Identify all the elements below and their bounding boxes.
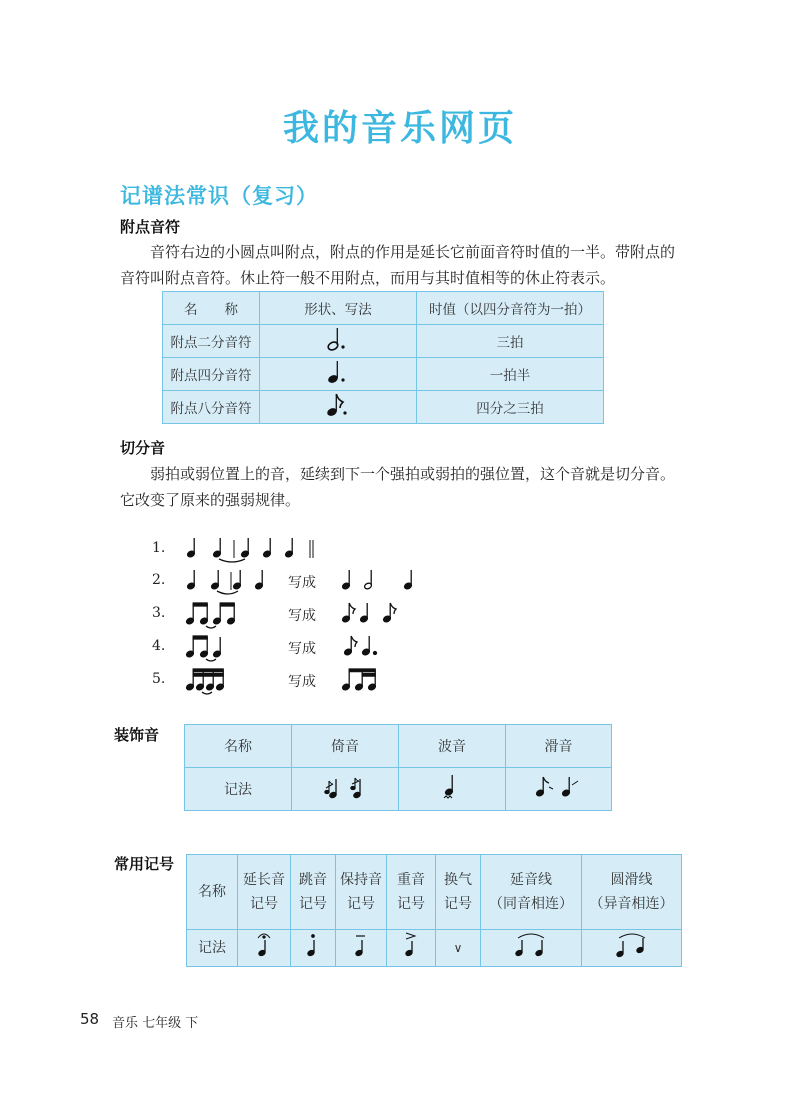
example-3-notation-icon bbox=[186, 599, 266, 629]
syncopation-example-5 bbox=[152, 667, 472, 695]
glissando-icon bbox=[506, 768, 612, 811]
written-as-label: 写成 bbox=[288, 575, 316, 591]
symbols-heading: 常用记号 bbox=[114, 855, 175, 873]
table-row bbox=[163, 325, 604, 358]
written-as-label: 写成 bbox=[288, 674, 316, 690]
note-duration: 三拍 bbox=[417, 325, 604, 358]
example-5-notation-icon bbox=[186, 665, 246, 695]
staccato-icon bbox=[291, 930, 336, 967]
dotted-eighth-note-icon bbox=[260, 391, 417, 424]
breath-mark-icon: ∨ bbox=[436, 930, 481, 967]
row-label: 记法 bbox=[187, 930, 238, 967]
note-name: 附点八分音符 bbox=[163, 391, 260, 424]
table-row bbox=[187, 855, 682, 930]
symbol-name-tie: 延音线 （同音相连） bbox=[481, 855, 582, 930]
syncopation-example-2 bbox=[152, 568, 472, 596]
slur-icon bbox=[582, 930, 682, 967]
example-5-result-icon bbox=[342, 665, 402, 695]
dotted-notes-paragraph: 音符右边的小圆点叫附点，附点的作用是延长它前面音符时值的一半。带附点的音符叫附点音符。休止符一般不用附点，而用与其时值相等的休止符表示。 bbox=[120, 243, 676, 287]
syncopation-example-3 bbox=[152, 601, 472, 629]
ornaments-table bbox=[184, 724, 612, 811]
syncopation-example-1 bbox=[152, 536, 472, 564]
example-number: 5. bbox=[152, 671, 166, 687]
header-name: 名 称 bbox=[163, 292, 260, 325]
table-row bbox=[185, 768, 612, 811]
note-name: 附点四分音符 bbox=[163, 358, 260, 391]
symbol-name-fermata: 延长音 记号 bbox=[238, 855, 291, 930]
tie-icon bbox=[481, 930, 582, 967]
header-shape: 形状、写法 bbox=[260, 292, 417, 325]
ornament-name: 波音 bbox=[399, 725, 506, 768]
page-number: 58 bbox=[80, 1010, 100, 1028]
written-as-label: 写成 bbox=[288, 641, 316, 657]
example-2-result-icon bbox=[338, 566, 438, 596]
page-title: 我的音乐网页 bbox=[282, 108, 517, 149]
symbol-name-slur: 圆滑线 （异音相连） bbox=[582, 855, 682, 930]
note-duration: 一拍半 bbox=[417, 358, 604, 391]
ornament-name: 滑音 bbox=[506, 725, 612, 768]
example-3-result-icon bbox=[338, 599, 418, 629]
note-name: 附点二分音符 bbox=[163, 325, 260, 358]
written-as-label: 写成 bbox=[288, 608, 316, 624]
example-number: 1. bbox=[152, 540, 166, 556]
table-row bbox=[185, 725, 612, 768]
example-4-notation-icon bbox=[186, 632, 246, 662]
table-row bbox=[163, 391, 604, 424]
example-2-notation-icon bbox=[182, 566, 282, 596]
note-duration: 四分之三拍 bbox=[417, 391, 604, 424]
symbol-name-staccato: 跳音 记号 bbox=[291, 855, 336, 930]
symbols-table bbox=[186, 854, 682, 967]
symbol-name-breath: 换气 记号 bbox=[436, 855, 481, 930]
fermata-icon bbox=[238, 930, 291, 967]
symbol-name-accent: 重音 记号 bbox=[387, 855, 436, 930]
header-duration: 时值（以四分音符为一拍） bbox=[417, 292, 604, 325]
ornaments-heading: 装饰音 bbox=[114, 726, 160, 744]
section-title: 记谱法常识（复习） bbox=[120, 184, 318, 208]
example-1-notation-icon bbox=[182, 534, 332, 564]
symbol-name-tenuto: 保持音 记号 bbox=[336, 855, 387, 930]
dotted-notes-heading: 附点音符 bbox=[120, 218, 181, 236]
row-label: 记法 bbox=[185, 768, 292, 811]
row-label: 名称 bbox=[185, 725, 292, 768]
example-number: 2. bbox=[152, 572, 166, 588]
example-number: 3. bbox=[152, 605, 166, 621]
accent-icon bbox=[387, 930, 436, 967]
table-row bbox=[187, 930, 682, 967]
example-number: 4. bbox=[152, 638, 166, 654]
dotted-notes-table bbox=[162, 291, 604, 424]
row-label: 名称 bbox=[187, 855, 238, 930]
tenuto-icon bbox=[336, 930, 387, 967]
book-title: 音乐 七年级 下 bbox=[112, 1016, 199, 1031]
syncopation-example-4 bbox=[152, 634, 472, 662]
syncopation-heading: 切分音 bbox=[120, 439, 166, 457]
grace-note-icon bbox=[292, 768, 399, 811]
ornament-name: 倚音 bbox=[292, 725, 399, 768]
table-row bbox=[163, 358, 604, 391]
dotted-half-note-icon bbox=[260, 325, 417, 358]
syncopation-paragraph: 弱拍或弱位置上的音，延续到下一个强拍或弱拍的强位置，这个音就是切分音。它改变了原来的强弱规律。 bbox=[120, 465, 676, 509]
dotted-quarter-note-icon bbox=[260, 358, 417, 391]
mordent-icon bbox=[399, 768, 506, 811]
example-4-result-icon bbox=[342, 632, 402, 662]
table-header-row bbox=[163, 292, 604, 325]
